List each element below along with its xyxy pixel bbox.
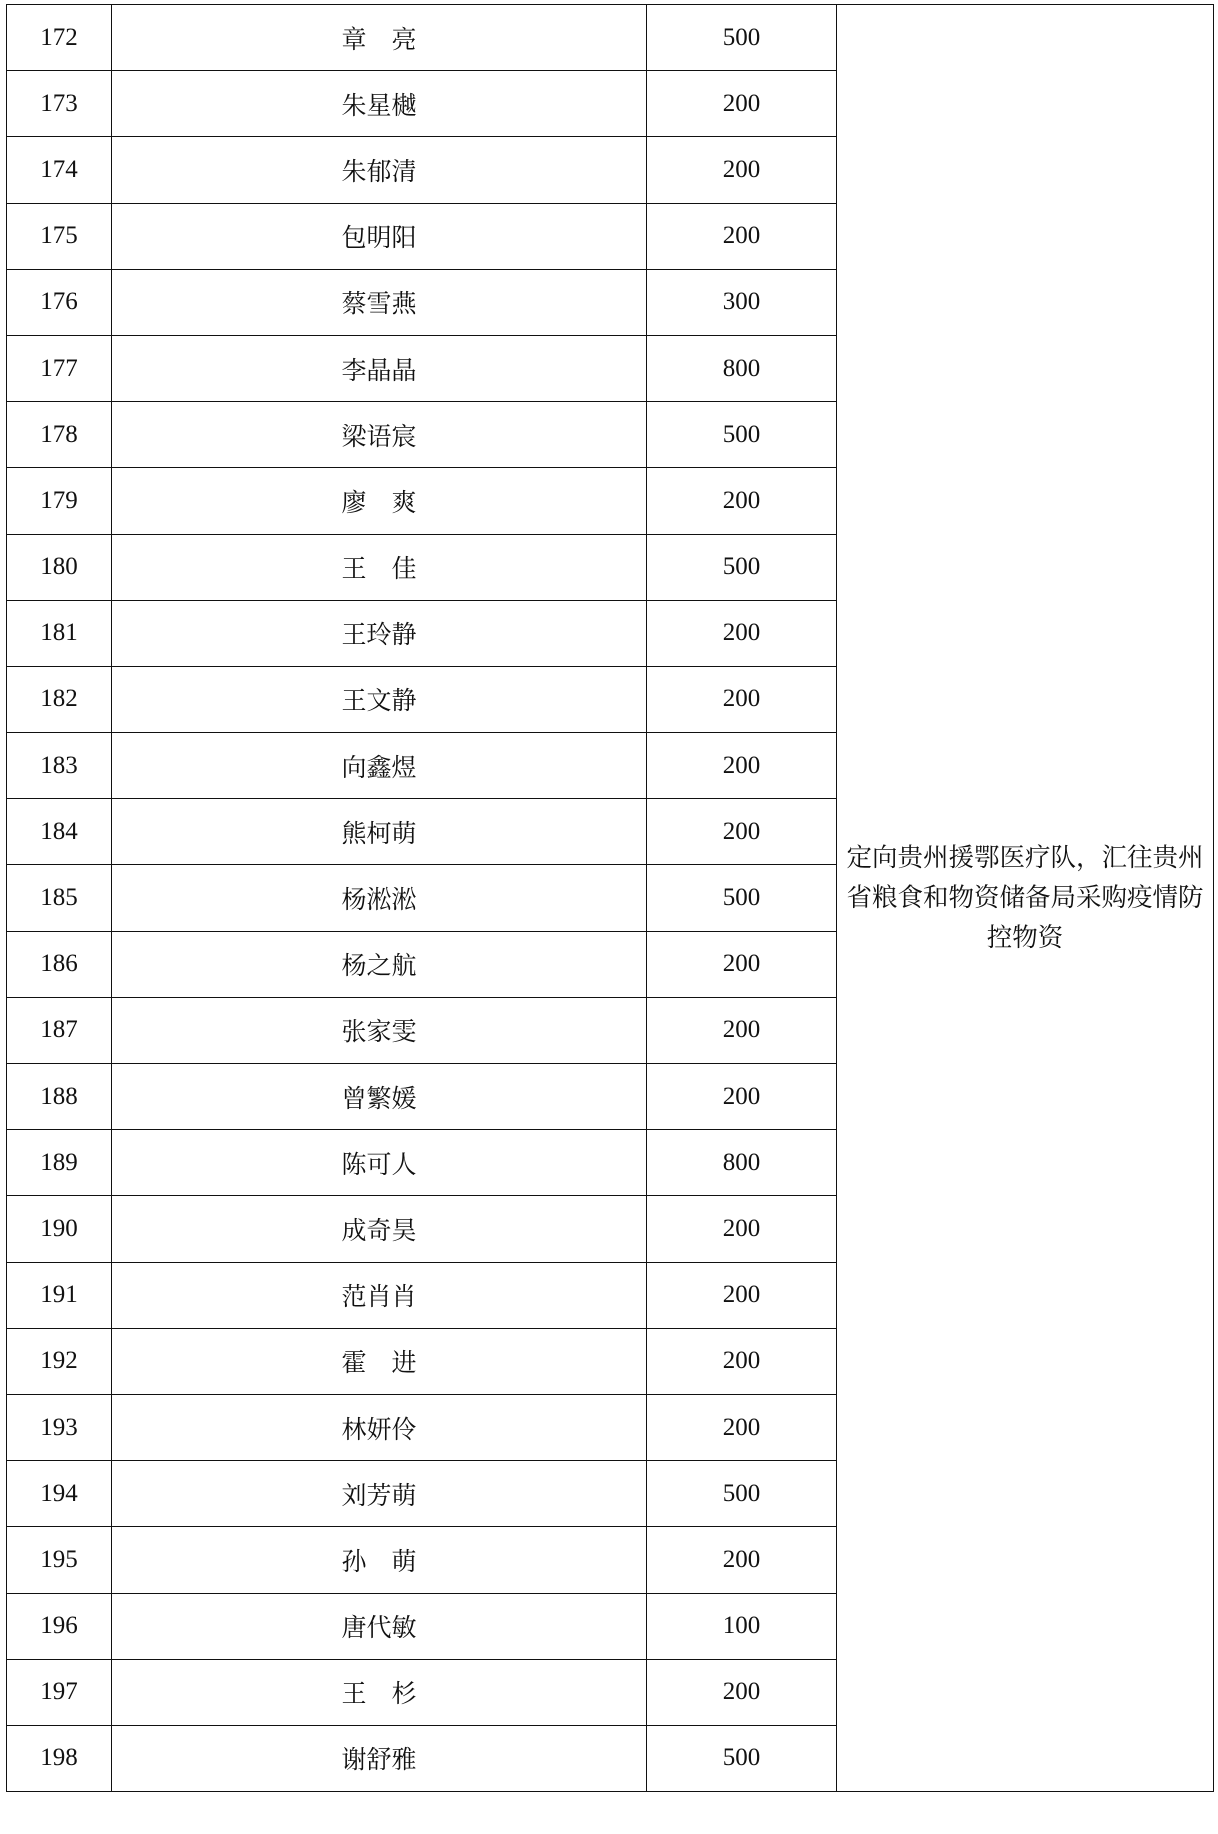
row-number-cell: 191 [7,1262,112,1328]
remark-cell [837,5,1214,1792]
row-number-cell: 188 [7,1064,112,1130]
amount-cell: 500 [647,402,837,468]
row-number-cell: 189 [7,1130,112,1196]
donor-name-cell: 朱郁清 [112,137,647,203]
amount-cell: 500 [647,534,837,600]
amount-cell: 200 [647,1527,837,1593]
donor-name-cell: 范肖肖 [112,1262,647,1328]
amount-cell: 200 [647,1659,837,1725]
donor-name-cell: 刘芳萌 [112,1461,647,1527]
amount-cell: 200 [647,600,837,666]
donor-name-cell: 谢舒雅 [112,1725,647,1791]
donor-name-cell: 向鑫煜 [112,733,647,799]
row-number-cell: 194 [7,1461,112,1527]
row-number-cell: 186 [7,931,112,997]
amount-cell: 300 [647,269,837,335]
row-number-cell: 183 [7,733,112,799]
row-number-cell: 198 [7,1725,112,1791]
donor-name-cell: 王文静 [112,666,647,732]
row-number-cell: 181 [7,600,112,666]
row-number-cell: 176 [7,269,112,335]
donor-name-cell: 王玲静 [112,600,647,666]
amount-cell: 200 [647,997,837,1063]
table-row [7,5,1214,71]
donor-name-cell: 成奇昊 [112,1196,647,1262]
row-number-cell: 172 [7,5,112,71]
amount-cell: 200 [647,931,837,997]
donor-name-cell: 蔡雪燕 [112,269,647,335]
amount-cell: 200 [647,666,837,732]
amount-cell: 200 [647,71,837,137]
amount-cell: 200 [647,1394,837,1460]
row-number-cell: 197 [7,1659,112,1725]
remark-text: 定向贵州援鄂医疗队，汇往贵州省粮食和物资储备局采购疫情防控物资 [846,843,1204,953]
amount-cell: 800 [647,1130,837,1196]
amount-cell: 100 [647,1593,837,1659]
donor-name-cell: 杨之航 [112,931,647,997]
row-number-cell: 182 [7,666,112,732]
amount-cell: 200 [647,1328,837,1394]
row-number-cell: 195 [7,1527,112,1593]
donor-name-cell: 廖 爽 [112,468,647,534]
row-number-cell: 177 [7,335,112,401]
donor-name-cell: 包明阳 [112,203,647,269]
donor-name-cell: 王 杉 [112,1659,647,1725]
row-number-cell: 196 [7,1593,112,1659]
donor-name-cell: 王 佳 [112,534,647,600]
row-number-cell: 193 [7,1394,112,1460]
amount-cell: 200 [647,799,837,865]
row-number-cell: 187 [7,997,112,1063]
donation-table [6,4,1214,1792]
donor-name-cell: 唐代敏 [112,1593,647,1659]
donor-name-cell: 熊柯萌 [112,799,647,865]
amount-cell: 200 [647,1196,837,1262]
donor-name-cell: 梁语宸 [112,402,647,468]
donor-name-cell: 陈可人 [112,1130,647,1196]
amount-cell: 800 [647,335,837,401]
donor-name-cell: 朱星樾 [112,71,647,137]
row-number-cell: 184 [7,799,112,865]
row-number-cell: 180 [7,534,112,600]
donor-name-cell: 孙 萌 [112,1527,647,1593]
amount-cell: 500 [647,1725,837,1791]
donation-table-body [7,5,1214,1792]
row-number-cell: 185 [7,865,112,931]
row-number-cell: 190 [7,1196,112,1262]
donor-name-cell: 林妍伶 [112,1394,647,1460]
row-number-cell: 192 [7,1328,112,1394]
amount-cell: 200 [647,468,837,534]
row-number-cell: 179 [7,468,112,534]
amount-cell: 500 [647,1461,837,1527]
amount-cell: 200 [647,203,837,269]
donor-name-cell: 李晶晶 [112,335,647,401]
row-number-cell: 178 [7,402,112,468]
donor-name-cell: 章 亮 [112,5,647,71]
row-number-cell: 174 [7,137,112,203]
row-number-cell: 175 [7,203,112,269]
donor-name-cell: 张家雯 [112,997,647,1063]
donor-name-cell: 曾繁媛 [112,1064,647,1130]
amount-cell: 200 [647,137,837,203]
amount-cell: 200 [647,1064,837,1130]
donor-name-cell: 杨淞淞 [112,865,647,931]
amount-cell: 500 [647,5,837,71]
row-number-cell: 173 [7,71,112,137]
amount-cell: 200 [647,1262,837,1328]
amount-cell: 500 [647,865,837,931]
donor-name-cell: 霍 进 [112,1328,647,1394]
amount-cell: 200 [647,733,837,799]
